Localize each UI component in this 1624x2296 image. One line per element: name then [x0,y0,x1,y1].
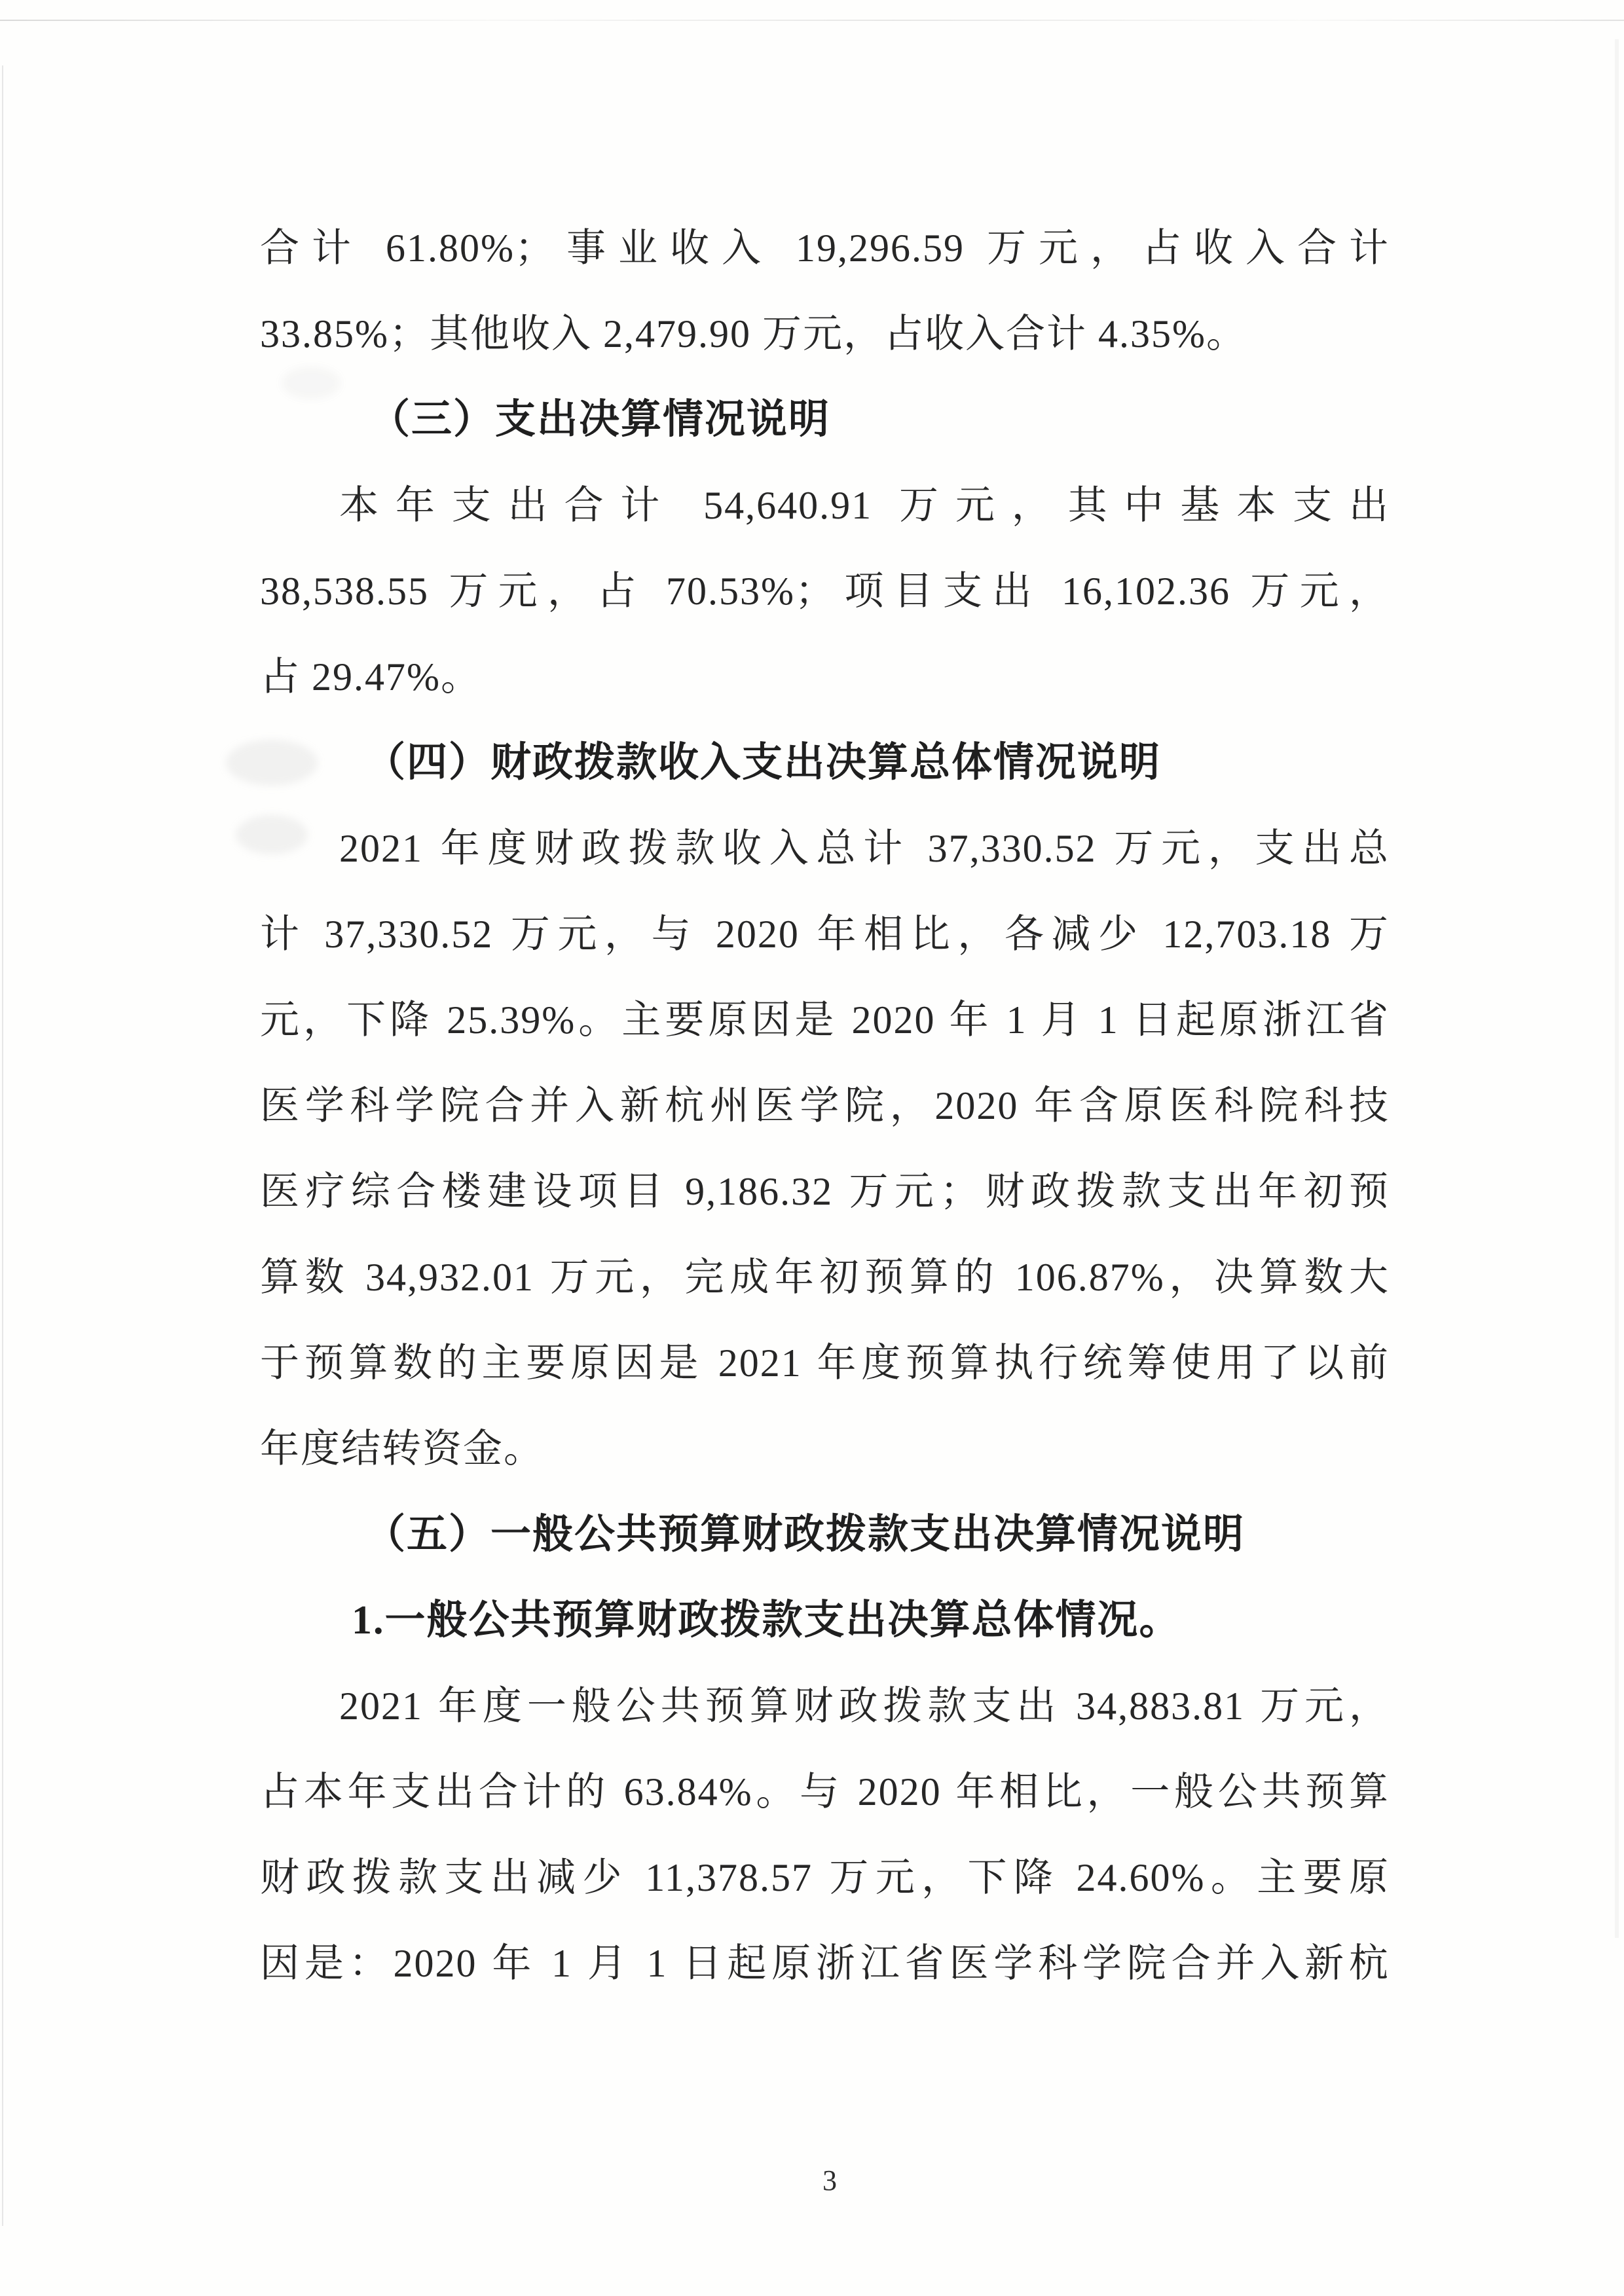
text-line: 年度结转资金。 [260,1427,544,1470]
text-line: 38,538.55 万元，占 70.53%；项目支出 16,102.36 万元， [260,570,1390,613]
text-line: 2021 年度一般公共预算财政拨款支出 34,883.81 万元， [339,1685,1390,1728]
heading-line: （四）财政拨款收入支出决算总体情况说明 [365,740,1162,785]
heading-line: （五）一般公共预算财政拨款支出决算情况说明 [365,1512,1246,1557]
page-number: 3 [822,2164,838,2196]
text-line: 医疗综合楼建设项目 9,186.32 万元；财政拨款支出年初预 [260,1170,1390,1213]
text-line: 医学科学院合并入新杭州医学院，2020 年含原医科院科技 [260,1084,1390,1127]
text-line: 元，下降 25.39%。主要原因是 2020 年 1 月 1 日起原浙江省 [260,998,1390,1042]
page-footer [0,2164,1624,2197]
heading-line: （三）支出决算情况说明 [369,397,831,442]
text-line: 占本年支出合计的 63.84%。与 2020 年相比，一般公共预算 [260,1770,1390,1813]
text-line: 合计 61.80%；事业收入 19,296.59 万元，占收入合计 [260,227,1390,270]
text-line: 本年支出合计 54,640.91 万元，其中基本支出 [339,484,1390,527]
text-line: 计 37,330.52 万元，与 2020 年相比，各减少 12,703.18 万 [260,913,1390,956]
text-line: 财政拨款支出减少 11,378.57 万元，下降 24.60%。主要原 [260,1856,1390,1899]
scan-artifact-left-line [2,65,3,2226]
scan-artifact-top-line [0,20,1624,21]
scan-artifact-right-strip [1615,39,1619,1938]
text-line: 于预算数的主要原因是 2021 年度预算执行统筹使用了以前 [260,1341,1390,1385]
heading-line: 1.一般公共预算财政拨款支出决算总体情况。 [352,1598,1181,1643]
text-line: 算数 34,932.01 万元，完成年初预算的 106.87%，决算数大 [260,1256,1390,1299]
text-line: 因是：2020 年 1 月 1 日起原浙江省医学科学院合并入新杭 [260,1942,1390,1985]
text-line: 占 29.47%。 [260,655,481,699]
text-line: 33.85%；其他收入 2,479.90 万元，占收入合计 4.35%。 [260,312,1247,355]
text-lines [260,206,1390,2007]
text-line: 2021 年度财政拨款收入总计 37,330.52 万元，支出总 [339,827,1390,870]
